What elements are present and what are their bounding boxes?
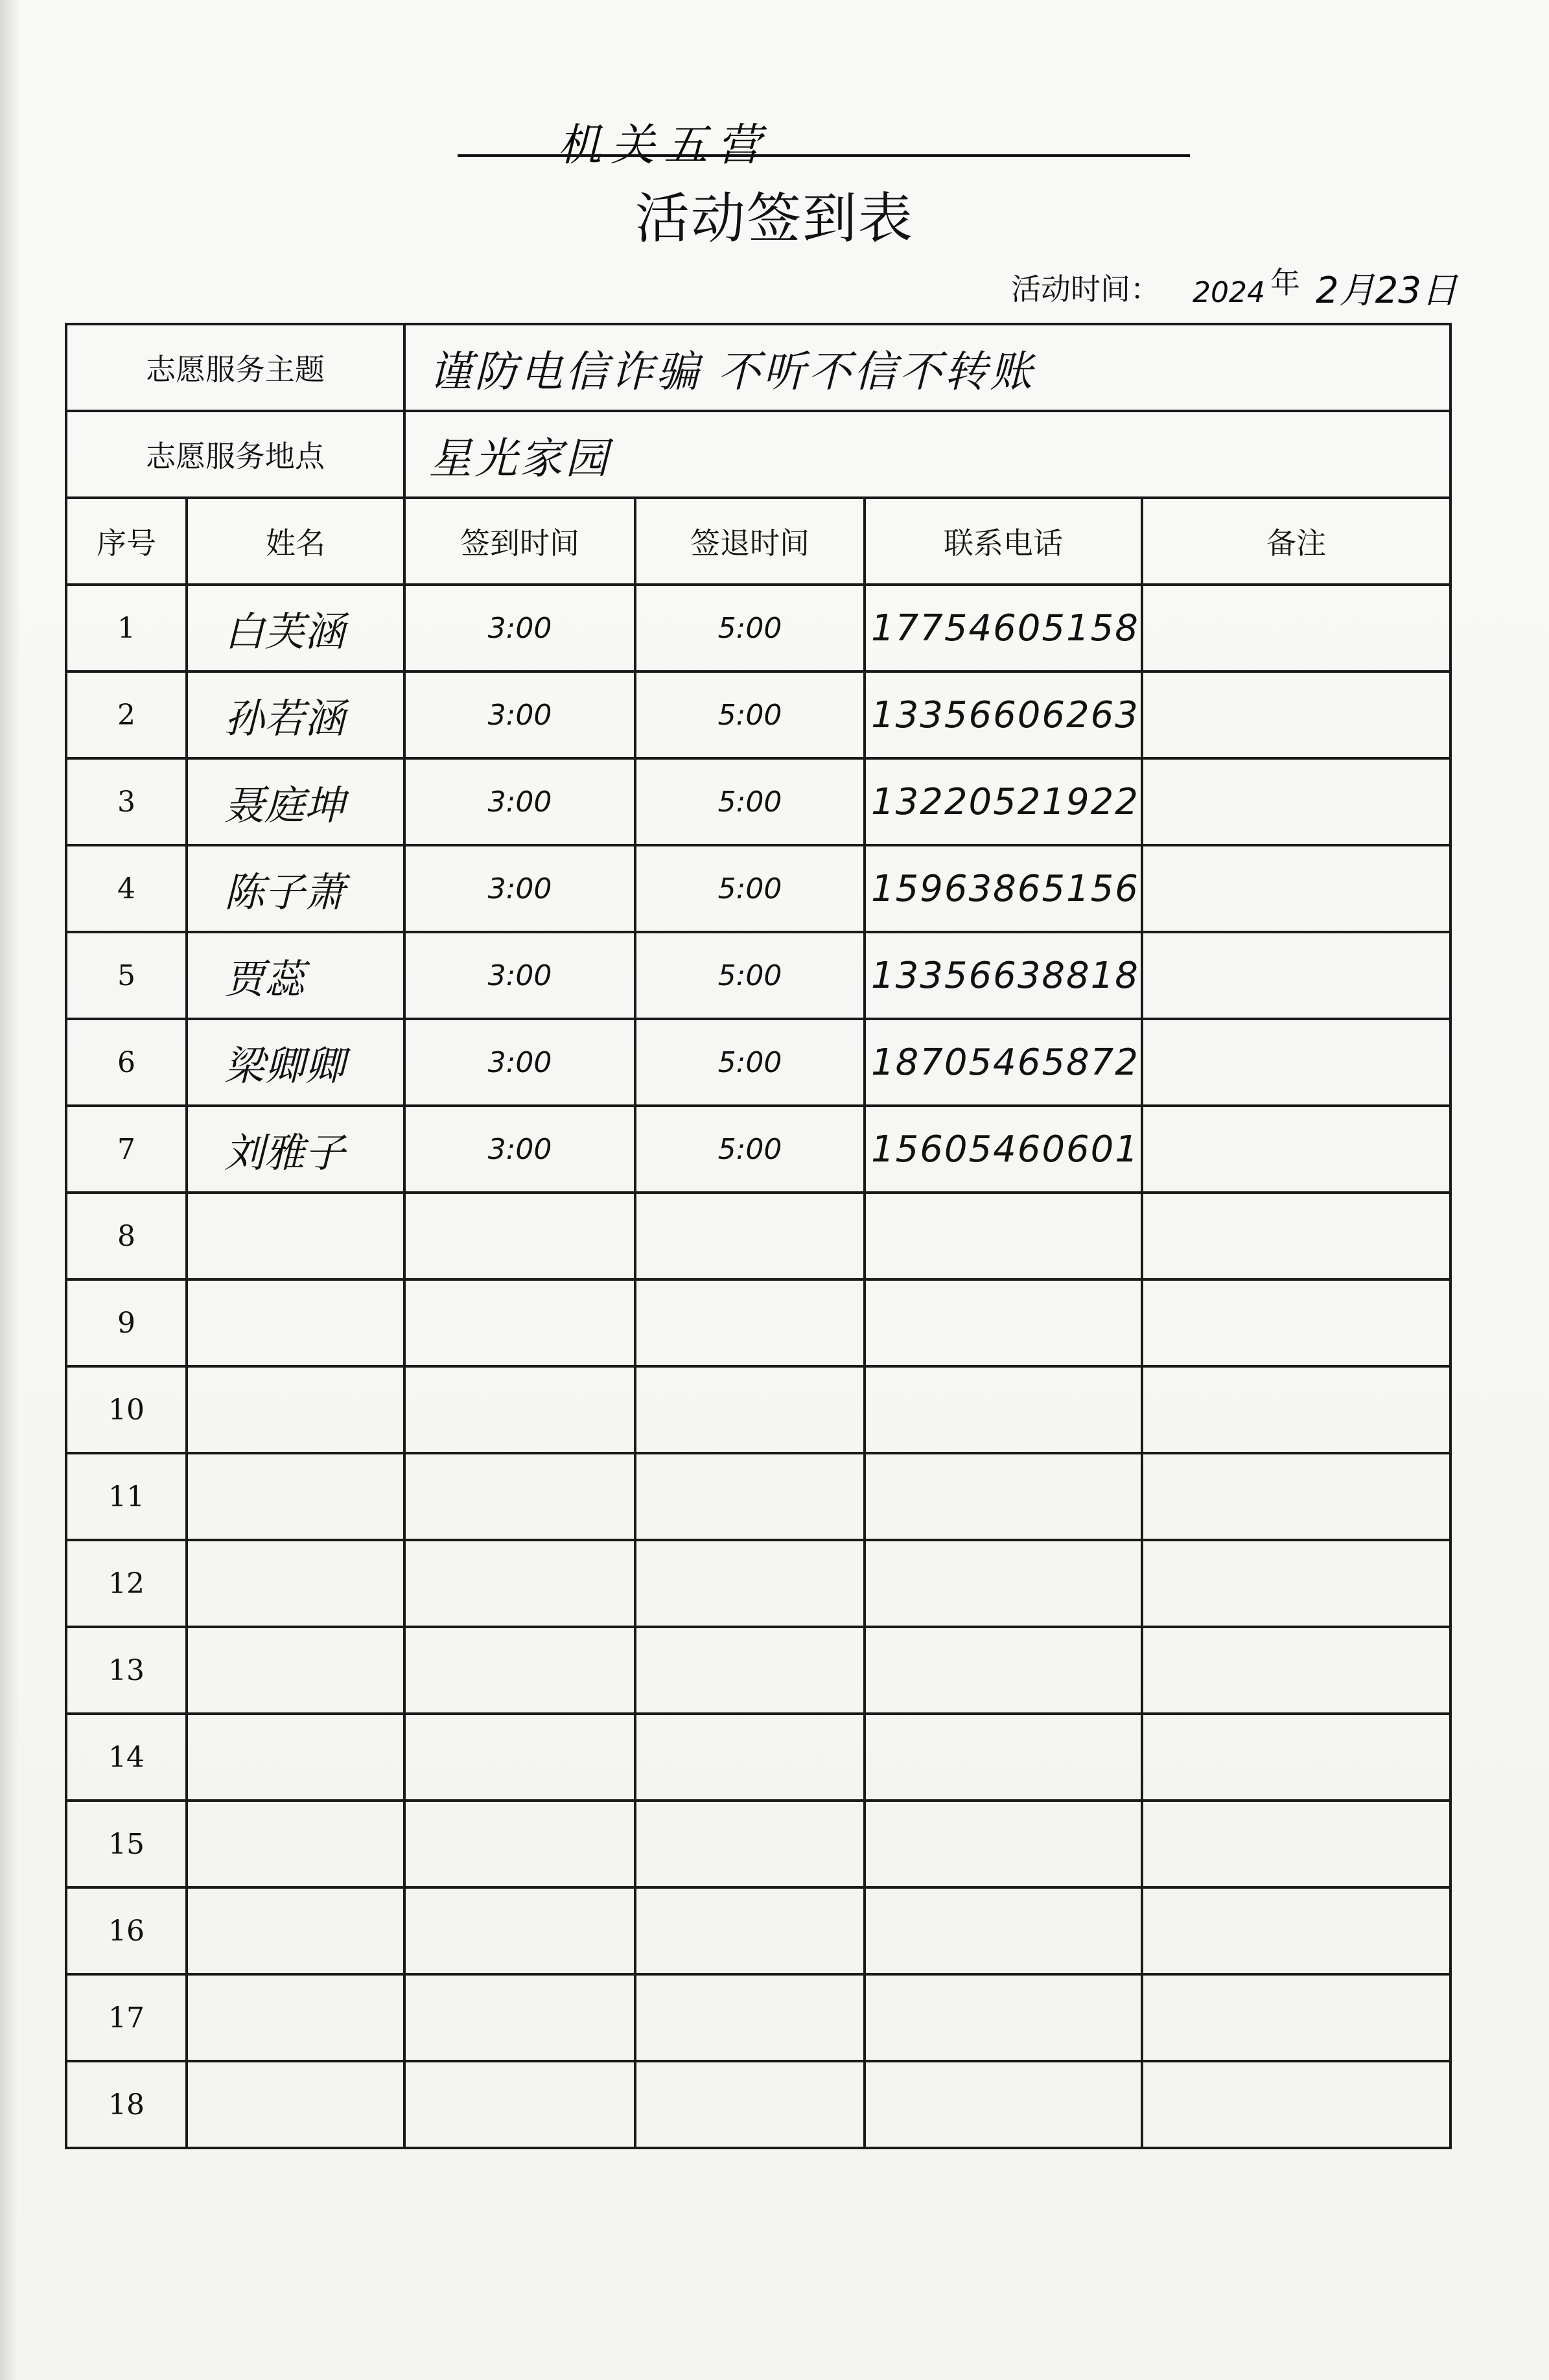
- table-row: [66, 1366, 1450, 1453]
- table-row: [66, 1279, 1450, 1366]
- row-name: 陈子萧: [187, 845, 404, 932]
- table-row: [66, 758, 1450, 845]
- row-note: [1142, 932, 1450, 1019]
- table-row: [66, 1627, 1450, 1714]
- row-signin-time: 3:00: [404, 758, 635, 845]
- row-signout-time: 5:00: [635, 585, 865, 671]
- row-number: 17: [66, 1974, 187, 2061]
- row-number: 3: [66, 758, 187, 845]
- row-signout-time: [635, 1453, 865, 1540]
- row-number: 11: [66, 1453, 187, 1540]
- table-row: [66, 932, 1450, 1019]
- table-row: [66, 671, 1450, 758]
- row-note: [1142, 1801, 1450, 1887]
- row-signout-time: [635, 2061, 865, 2148]
- row-signin-time: 3:00: [404, 671, 635, 758]
- row-phone: [865, 1801, 1142, 1887]
- row-note: [1142, 1019, 1450, 1106]
- row-signout-time: 5:00: [635, 845, 865, 932]
- row-phone: [865, 1540, 1142, 1627]
- row-phone: 13356638818: [865, 932, 1142, 1019]
- row-name: 梁卿卿: [187, 1019, 404, 1106]
- row-signout-time: 5:00: [635, 758, 865, 845]
- row-note: [1142, 1540, 1450, 1627]
- column-header-row: [66, 498, 1450, 585]
- row-signin-time: 3:00: [404, 1019, 635, 1106]
- row-number: 18: [66, 2061, 187, 2148]
- row-signout-time: [635, 1540, 865, 1627]
- row-number: 5: [66, 932, 187, 1019]
- col-header-note: 备注: [1142, 498, 1450, 585]
- row-note: [1142, 1714, 1450, 1801]
- row-signin-time: [404, 1974, 635, 2061]
- place-value: 星光家园: [404, 411, 1450, 498]
- row-number: 15: [66, 1801, 187, 1887]
- col-header-phone: 联系电话: [865, 498, 1142, 585]
- row-phone: 15963865156: [865, 845, 1142, 932]
- row-number: 12: [66, 1540, 187, 1627]
- row-signin-time: 3:00: [404, 1106, 635, 1193]
- row-signin-time: [404, 1540, 635, 1627]
- row-phone: [865, 1453, 1142, 1540]
- row-number: 8: [66, 1193, 187, 1279]
- row-signout-time: [635, 1887, 865, 1974]
- row-name: [187, 1279, 404, 1366]
- row-phone: 17754605158: [865, 585, 1142, 671]
- row-phone: 18705465872: [865, 1019, 1142, 1106]
- row-signout-time: [635, 1801, 865, 1887]
- row-signin-time: 3:00: [404, 932, 635, 1019]
- row-signout-time: [635, 1279, 865, 1366]
- table-row: [66, 2061, 1450, 2148]
- table-row: [66, 1540, 1450, 1627]
- row-name: [187, 1714, 404, 1801]
- row-number: 4: [66, 845, 187, 932]
- date-label: 活动时间：: [1011, 272, 1160, 307]
- row-signin-time: [404, 1627, 635, 1714]
- row-name: [187, 2061, 404, 2148]
- date-month-day: 2月23日: [1316, 270, 1458, 312]
- row-note: [1142, 845, 1450, 932]
- row-name: 孙若涵: [187, 671, 404, 758]
- row-signout-time: [635, 1366, 865, 1453]
- table-row: [66, 1106, 1450, 1193]
- row-phone: 13220521922: [865, 758, 1142, 845]
- row-signout-time: [635, 1193, 865, 1279]
- row-signout-time: 5:00: [635, 1106, 865, 1193]
- row-signin-time: [404, 1193, 635, 1279]
- row-note: [1142, 1193, 1450, 1279]
- row-name: 刘雅子: [187, 1106, 404, 1193]
- org-name-handwritten: 机关五营: [557, 120, 771, 171]
- table-row: [66, 1714, 1450, 1801]
- row-note: [1142, 1974, 1450, 2061]
- row-phone: [865, 2061, 1142, 2148]
- row-note: [1142, 1627, 1450, 1714]
- row-phone: [865, 1714, 1142, 1801]
- row-phone: [865, 1627, 1142, 1714]
- row-name: [187, 1627, 404, 1714]
- row-signin-time: 3:00: [404, 585, 635, 671]
- table-row: [66, 585, 1450, 671]
- row-note: [1142, 1453, 1450, 1540]
- row-note: [1142, 2061, 1450, 2148]
- row-number: 7: [66, 1106, 187, 1193]
- date-year-char: 年: [1270, 265, 1300, 300]
- row-number: 9: [66, 1279, 187, 1366]
- table-row: [66, 1974, 1450, 2061]
- col-header-no: 序号: [66, 498, 187, 585]
- row-number: 10: [66, 1366, 187, 1453]
- row-note: [1142, 1887, 1450, 1974]
- place-label: 志愿服务地点: [66, 411, 404, 498]
- place-row: [66, 411, 1450, 498]
- col-header-name: 姓名: [187, 498, 404, 585]
- row-signin-time: [404, 1366, 635, 1453]
- row-phone: [865, 1193, 1142, 1279]
- activity-date-row: [1011, 259, 1465, 318]
- row-signout-time: [635, 1974, 865, 2061]
- topic-value: 谨防电信诈骗 不听不信不转账: [404, 324, 1450, 411]
- row-name: 白芙涵: [187, 585, 404, 671]
- row-signin-time: [404, 2061, 635, 2148]
- row-note: [1142, 758, 1450, 845]
- row-name: [187, 1193, 404, 1279]
- row-signout-time: [635, 1714, 865, 1801]
- row-note: [1142, 1366, 1450, 1453]
- row-phone: [865, 1974, 1142, 2061]
- row-signin-time: 3:00: [404, 845, 635, 932]
- table-row: [66, 1887, 1450, 1974]
- row-name: 贾蕊: [187, 932, 404, 1019]
- sheet-title: 活动签到表: [635, 187, 914, 250]
- row-signin-time: [404, 1714, 635, 1801]
- row-name: [187, 1540, 404, 1627]
- signin-table: [65, 323, 1452, 2149]
- row-phone: 15605460601: [865, 1106, 1142, 1193]
- topic-row: [66, 324, 1450, 411]
- row-signin-time: [404, 1887, 635, 1974]
- org-name-underline: [458, 154, 1190, 157]
- row-name: 聂庭坤: [187, 758, 404, 845]
- row-signin-time: [404, 1279, 635, 1366]
- date-year: 2024: [1193, 276, 1265, 309]
- row-number: 1: [66, 585, 187, 671]
- table-row: [66, 1453, 1450, 1540]
- row-phone: 13356606263: [865, 671, 1142, 758]
- row-name: [187, 1366, 404, 1453]
- row-number: 14: [66, 1714, 187, 1801]
- row-signout-time: [635, 1627, 865, 1714]
- row-name: [187, 1974, 404, 2061]
- col-header-signin: 签到时间: [404, 498, 635, 585]
- row-signout-time: 5:00: [635, 1019, 865, 1106]
- topic-label: 志愿服务主题: [66, 324, 404, 411]
- row-signout-time: 5:00: [635, 671, 865, 758]
- row-signin-time: [404, 1453, 635, 1540]
- row-number: 2: [66, 671, 187, 758]
- table-row: [66, 845, 1450, 932]
- row-note: [1142, 1106, 1450, 1193]
- row-note: [1142, 1279, 1450, 1366]
- row-note: [1142, 671, 1450, 758]
- row-number: 6: [66, 1019, 187, 1106]
- row-phone: [865, 1279, 1142, 1366]
- table-row: [66, 1019, 1450, 1106]
- col-header-signout: 签退时间: [635, 498, 865, 585]
- page-edge-shadow: [0, 0, 19, 2380]
- row-number: 13: [66, 1627, 187, 1714]
- row-number: 16: [66, 1887, 187, 1974]
- row-signout-time: 5:00: [635, 932, 865, 1019]
- row-name: [187, 1453, 404, 1540]
- table-row: [66, 1193, 1450, 1279]
- row-phone: [865, 1366, 1142, 1453]
- table-row: [66, 1801, 1450, 1887]
- row-name: [187, 1801, 404, 1887]
- row-phone: [865, 1887, 1142, 1974]
- row-signin-time: [404, 1801, 635, 1887]
- row-name: [187, 1887, 404, 1974]
- row-note: [1142, 585, 1450, 671]
